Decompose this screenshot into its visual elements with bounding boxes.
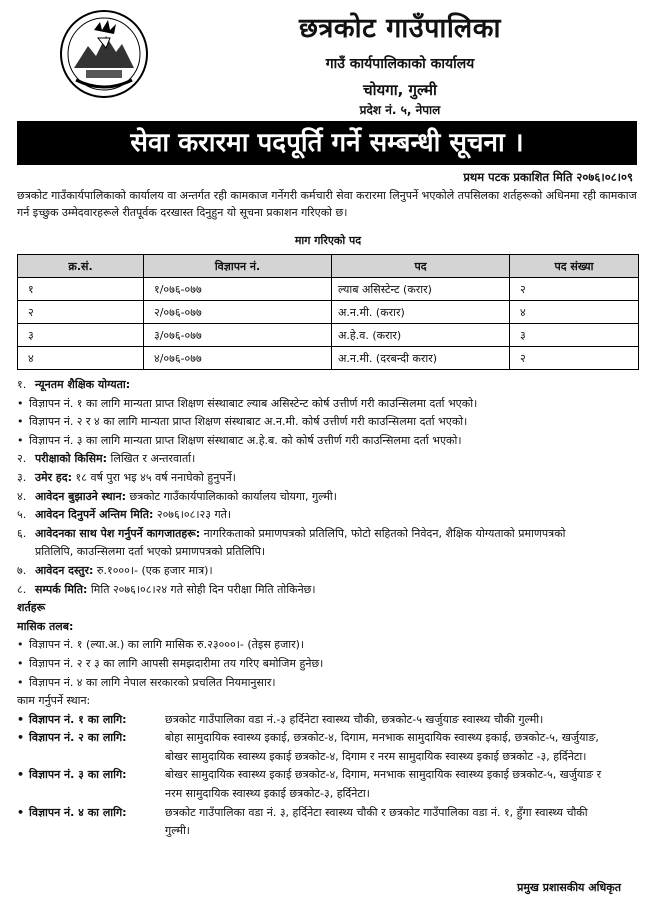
work-place-text <box>165 804 645 841</box>
salary-heading: मासिक तलब: <box>17 619 74 633</box>
bullet-icon: • <box>17 712 25 726</box>
work-line: छत्रकोट गाउँपालिका वडा नं. ३, हर्दिनेटा स्वास्थ्य चौकी र छत्रकोट गाउँपालिका वडा नं. १, हुँगा स्वास्थ्य चौकी <box>165 805 588 819</box>
bullet-text: विज्ञापन नं. २ र ४ का लागि मान्यता प्राप्त शिक्षण संस्थाबाट अ.न.मी. कोर्ष उत्तीर्ण गरी काउन्सिलमा दर्ता भएको। <box>29 415 468 429</box>
submission-place-item <box>17 488 645 507</box>
cell-ad-number: ४/०७६-०७७ <box>144 347 332 370</box>
col-header-ad-number: विज्ञापन नं. <box>144 255 332 278</box>
deadline-item <box>17 506 645 525</box>
list-item <box>17 413 645 432</box>
work-place-item <box>17 766 645 803</box>
province-line: प्रदेश नं. ५, नेपाल <box>359 103 441 117</box>
table-row <box>18 301 639 324</box>
publish-date: प्रथम पटक प्रकाशित मिति २०७६।०८।०९ <box>463 170 633 184</box>
notice-body <box>17 376 645 841</box>
cell-ad-number: १/०७६-०७७ <box>144 278 332 301</box>
work-label-text: विज्ञापन नं. १ का लागि: <box>29 712 127 726</box>
bullet-icon: • <box>17 433 24 447</box>
table-caption: माग गरिएको पद <box>294 234 362 247</box>
cell-post: अ.न.मी. (करार) <box>332 301 510 324</box>
work-place-label <box>17 766 165 803</box>
item-text: १८ वर्ष पुरा भइ ४५ वर्ष ननाघेको हुनुपर्ने। <box>72 470 236 484</box>
terms-heading: शर्तहरू <box>17 601 46 615</box>
item-number: ८. <box>17 582 27 596</box>
col-header-post: पद <box>332 255 510 278</box>
list-item <box>17 636 645 655</box>
item-label: आवेदनका साथ पेश गर्नुपर्ने कागजातहरू: <box>35 526 201 540</box>
age-limit-item <box>17 469 645 488</box>
cell-ad-number: २/०७६-०७७ <box>144 301 332 324</box>
signature-title: प्रमुख प्रशासकीय अधिकृत <box>517 881 621 894</box>
item-text: २०७६।०८।२३ गते। <box>153 508 232 522</box>
bullet-text: विज्ञापन नं. ४ का लागि नेपाल सरकारको प्रचलित नियमानुसार। <box>29 675 276 689</box>
notice-banner: सेवा करारमा पदपूर्ति गर्ने सम्बन्धी सूचना । <box>17 121 637 165</box>
cell-post: अ.न.मी. (दरबन्दी करार) <box>332 347 510 370</box>
list-item <box>17 674 645 693</box>
cell-serial: ४ <box>18 347 144 370</box>
work-place-label <box>17 729 165 766</box>
work-place-label <box>17 804 165 841</box>
item-number: ६. <box>17 526 27 540</box>
work-place-label <box>17 711 165 730</box>
list-item <box>17 432 645 451</box>
item-label: उमेर हद: <box>35 470 73 484</box>
item-label: परीक्षाको किसिम: <box>35 452 108 466</box>
work-place-text <box>165 766 645 803</box>
bullet-icon: • <box>17 731 25 745</box>
bullet-icon: • <box>17 675 24 689</box>
municipality-title: छत्रकोट गाउँपालिका <box>299 13 501 44</box>
item-number: ४. <box>17 489 27 503</box>
bullet-icon: • <box>17 656 24 670</box>
table-header-row <box>18 255 639 278</box>
work-line: बोहा सामुदायिक स्वास्थ्य इकाई, छत्रकोट-४, दिगाम, मनभाक सामुदायिक स्वास्थ्य इकाई, छत्रकोट-५, खर्जुयाङ, <box>165 731 599 745</box>
work-place-item <box>17 729 645 766</box>
positions-table <box>17 254 639 370</box>
cell-count: ४ <box>510 301 639 324</box>
exam-type-item <box>17 450 645 469</box>
work-line: छत्रकोट गाउँपालिका वडा नं.-३ हर्दिनेटा स्वास्थ्य चौकी, छत्रकोट-५ खर्जुयाङ स्वास्थ्य चौकी गुल्मी। <box>165 712 544 726</box>
office-location: चोयगा, गुल्मी <box>363 81 437 99</box>
cell-count: २ <box>510 347 639 370</box>
col-header-serial: क्र.सं. <box>18 255 144 278</box>
list-item <box>17 395 645 414</box>
contact-date-item <box>17 581 645 600</box>
cell-ad-number: ३/०७६-०७७ <box>144 324 332 347</box>
work-place-heading: काम गर्नुपर्ने स्थान: <box>17 694 91 708</box>
cell-count: ३ <box>510 324 639 347</box>
item-label: सम्पर्क मिति: <box>35 582 88 596</box>
documents-item-continued: प्रतिलिपि, काउन्सिलमा दर्ता भएको प्रमाणपत्रको प्रतिलिपि। <box>35 545 266 559</box>
bullet-icon: • <box>17 415 24 429</box>
item-label: आवेदन दिनुपर्ने अन्तिम मिति: <box>35 508 154 522</box>
item-text: छत्रकोट गाउँकार्यपालिकाको कार्यालय चोयगा, गुल्मी। <box>125 489 337 503</box>
cell-post: ल्याब असिस्टेन्ट (करार) <box>332 278 510 301</box>
cell-serial: ३ <box>18 324 144 347</box>
cell-serial: २ <box>18 301 144 324</box>
cell-count: २ <box>510 278 639 301</box>
nepal-emblem-logo <box>58 8 150 100</box>
bullet-text: विज्ञापन नं. ३ का लागि मान्यता प्राप्त शिक्षण संस्थाबाट अ.हे.ब. को कोर्ष उत्तीर्ण गरी काउन्सिलमा दर्ता भएको। <box>29 433 462 447</box>
work-line: नरम सामुदायिक स्वास्थ्य इकाई छत्रकोट-३, हर्दिनेटा। <box>165 787 370 801</box>
cell-post: अ.हे.व. (करार) <box>332 324 510 347</box>
work-label-text: विज्ञापन नं. ४ का लागि: <box>29 805 127 819</box>
bullet-text: विज्ञापन नं. २ र ३ का लागि आपसी समझदारीमा तय गरिए बमोजिम हुनेछ। <box>29 656 324 670</box>
item-text: लिखित र अन्तरवार्ता। <box>107 452 196 466</box>
bullet-text: विज्ञापन नं. १ का लागि मान्यता प्राप्त शिक्षण संस्थाबाट ल्याब असिस्टेन्ट कोर्ष उत्तीर्ण गरी काउन्सिलमा दर्ता भएको। <box>29 396 478 410</box>
item-text: मिति २०७६।०८।२४ गते सोही दिन परीक्षा मिति तोकिनेछ। <box>87 582 316 596</box>
item-label: आवेदन दस्तुर: <box>35 563 94 577</box>
item-number: ५. <box>17 508 27 522</box>
item-number: १. <box>17 378 27 391</box>
bullet-icon: • <box>17 396 24 410</box>
item-number: ३. <box>17 470 27 484</box>
cell-serial: १ <box>18 278 144 301</box>
item-label: आवेदन बुझाउने स्थान: <box>35 489 126 503</box>
work-place-item <box>17 711 645 730</box>
intro-paragraph: छत्रकोट गाउँकार्यपालिकाको कार्यालय वा अन्तर्गत रही कामकाज गर्नेगरी कर्मचारी सेवा करारमा लिनुपर्ने भएकोले तपसिलका शर्तहरूको अधिनमा रही कामकाज गर्न इच्छुक उम्मेदवारहरूले रीतपूर्वक दरखास्त दिनुहुन यो सूचना प्रकाशन गरिएको छ। <box>17 189 637 219</box>
office-name: गाउँ कार्यपालिकाको कार्यालय <box>325 56 475 72</box>
work-place-text <box>165 711 645 730</box>
item-label: न्यूनतम शैक्षिक योग्यता: <box>35 378 131 391</box>
bullet-text: विज्ञापन नं. १ (ल्या.अ.) का लागि मासिक रु.२३०००।- (तेइस हजार)। <box>29 638 305 652</box>
table-row <box>18 278 639 301</box>
work-place-text <box>165 729 645 766</box>
col-header-count: पद संख्या <box>510 255 639 278</box>
work-place-item <box>17 804 645 841</box>
work-label-text: विज्ञापन नं. २ का लागि: <box>29 731 127 745</box>
item-text: नागरिकताको प्रमाणपत्रको प्रतिलिपि, फोटो सहितको निवेदन, शैक्षिक योग्यताको प्रमाणपत्रको <box>200 526 566 540</box>
item-number: ७. <box>17 563 27 577</box>
qualification-heading <box>17 376 645 395</box>
table-row <box>18 324 639 347</box>
bullet-icon: • <box>17 805 25 819</box>
work-line: गुल्मी। <box>165 824 190 838</box>
work-label-text: विज्ञापन नं. ३ का लागि: <box>29 768 127 782</box>
bullet-icon: • <box>17 638 24 652</box>
item-number: २. <box>17 452 27 466</box>
documents-item <box>17 525 645 544</box>
bullet-icon: • <box>17 768 25 782</box>
work-line: बोखर सामुदायिक स्वास्थ्य इकाई छत्रकोट-४, दिगाम, मनभाक सामुदायिक स्वास्थ्य इकाई छत्रकोट-५, खर्जुयाङ र <box>165 768 602 782</box>
work-line: बोखर सामुदायिक स्वास्थ्य इकाई छत्रकोट-४, दिगाम र नरम सामुदायिक स्वास्थ्य इकाई छत्रकोट -३, हर्दिनेटा। <box>165 749 587 763</box>
list-item <box>17 655 645 674</box>
item-text: रु.१०००।- (एक हजार मात्र)। <box>93 563 213 577</box>
fee-item <box>17 562 645 581</box>
table-row <box>18 347 639 370</box>
